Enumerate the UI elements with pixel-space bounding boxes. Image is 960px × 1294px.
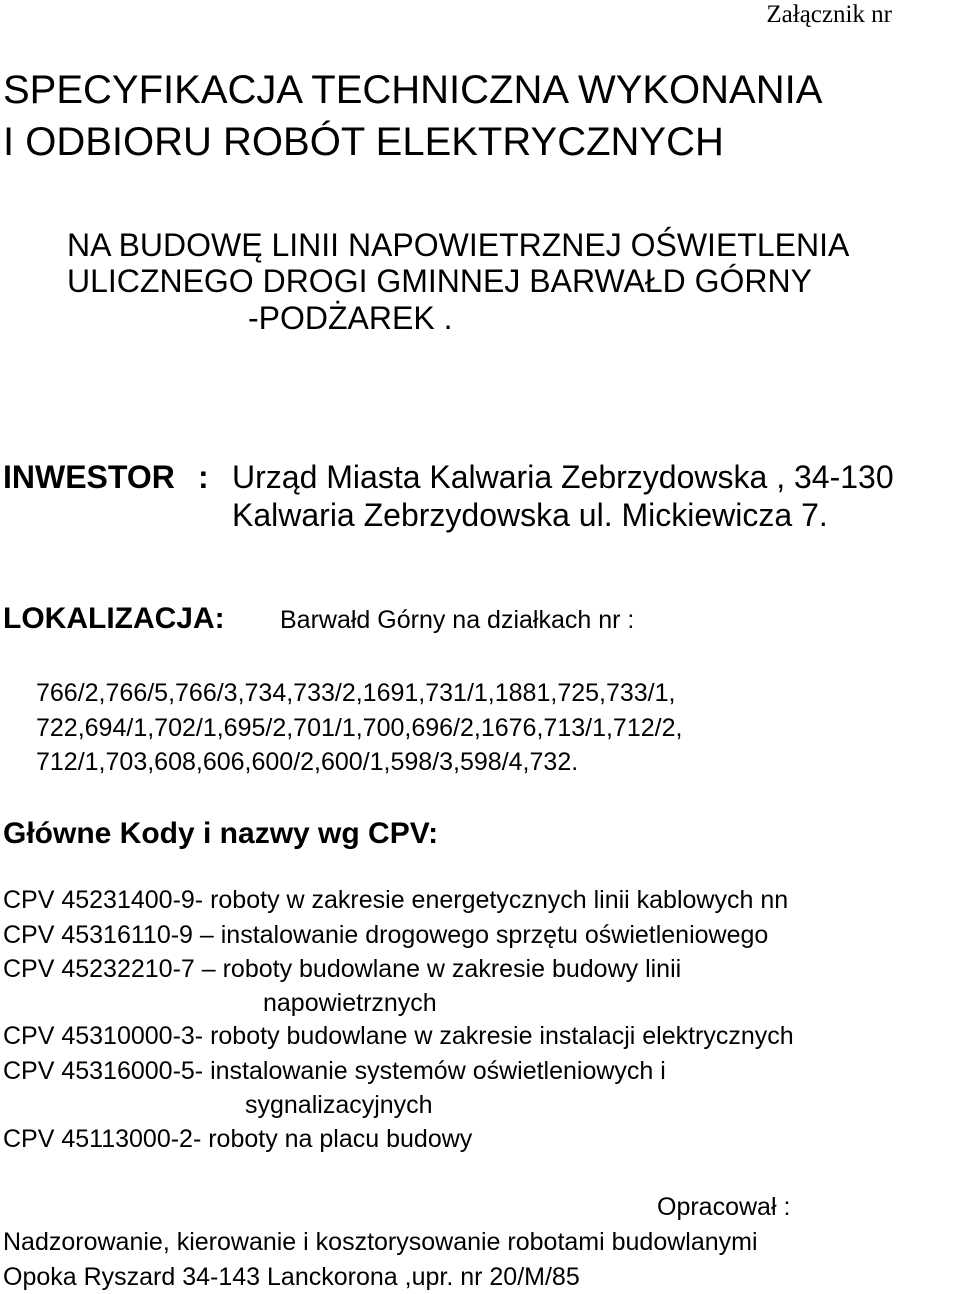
cpv-item: CPV 45231400-9- roboty w zakresie energetycznych linii kablowych nn [3,886,789,914]
cpv-item: CPV 45316000-5- instalowanie systemów oświetleniowych i [3,1057,666,1085]
plot-numbers-line-3: 712/1,703,608,606,600/2,600/1,598/3,598/4,732. [36,748,579,776]
cpv-item: CPV 45310000-3- roboty budowlane w zakresie instalacji elektrycznych [3,1022,794,1050]
cpv-heading: Główne Kody i nazwy wg CPV: [3,817,439,850]
location-label: LOKALIZACJA: [3,602,225,635]
subtitle-line-1: NA BUDOWĘ LINII NAPOWIETRZNEJ OŚWIETLENIA [67,227,850,263]
investor-label: INWESTOR [3,459,175,495]
cpv-item-continuation: sygnalizacyjnych [245,1091,433,1119]
investor-colon: : [198,459,209,495]
document-title-line-2: I ODBIORU ROBÓT ELEKTRYCZNYCH [3,120,724,164]
cpv-item: CPV 45113000-2- roboty na placu budowy [3,1125,473,1153]
investor-address-line-1: Urząd Miasta Kalwaria Zebrzydowska , 34-130 [232,459,894,495]
cpv-item-continuation: napowietrznych [263,989,437,1017]
subtitle-line-2: ULICZNEGO DROGI GMINNEJ BARWAŁD GÓRNY [67,263,812,299]
cpv-item: CPV 45316110-9 – instalowanie drogowego sprzętu oświetleniowego [3,921,769,949]
author-label: Opracował : [657,1193,791,1221]
plot-numbers-line-2: 722,694/1,702/1,695/2,701/1,700,696/2,1676,713/1,712/2, [36,714,683,742]
document-title-line-1: SPECYFIKACJA TECHNICZNA WYKONANIA [3,68,823,112]
author-line-2: Opoka Ryszard 34-143 Lanckorona ,upr. nr 20/M/85 [3,1263,580,1291]
attachment-label: Załącznik nr [766,1,892,28]
subtitle-line-3: -PODŻAREK . [248,300,453,336]
cpv-item: CPV 45232210-7 – roboty budowlane w zakresie budowy linii [3,955,682,983]
plot-numbers-line-1: 766/2,766/5,766/3,734,733/2,1691,731/1,1881,725,733/1, [36,679,676,707]
location-text: Barwałd Górny na działkach nr : [280,606,635,634]
author-line-1: Nadzorowanie, kierowanie i kosztorysowanie robotami budowlanymi [3,1228,758,1256]
investor-address-line-2: Kalwaria Zebrzydowska ul. Mickiewicza 7. [232,497,828,533]
